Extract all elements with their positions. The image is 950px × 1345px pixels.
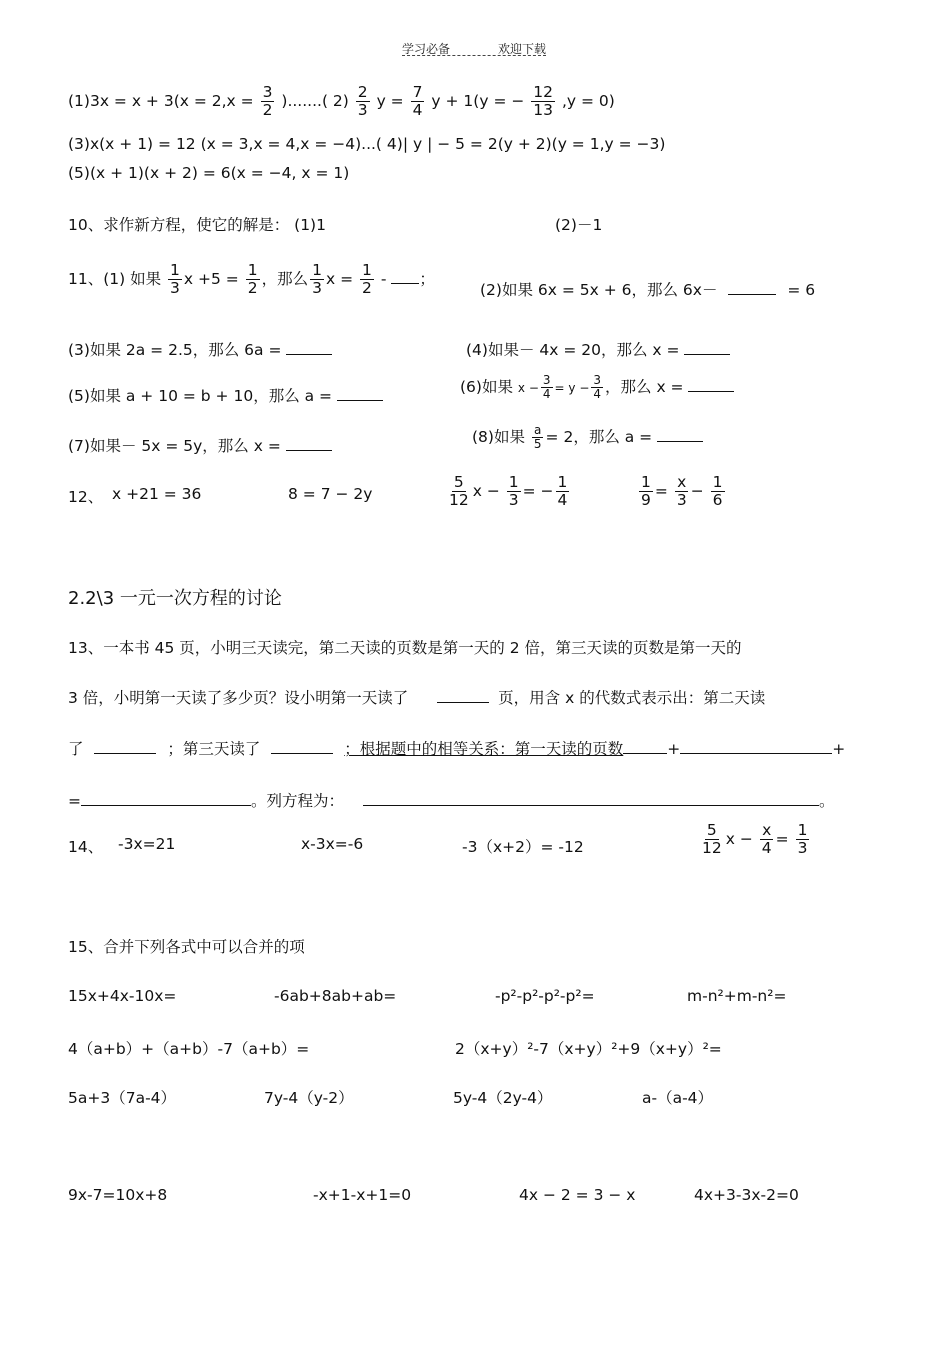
header-rule xyxy=(402,55,546,56)
q14-label: 14、 xyxy=(68,838,104,856)
fraction: $\frac{1}{3}$ xyxy=(312,261,322,298)
answer-blank xyxy=(94,739,156,754)
answer-blank xyxy=(363,791,819,806)
answer-blank xyxy=(728,280,776,295)
q12-eq-4: $\frac{1}{9}$ = $\frac{x}{3}$ − $\frac{1}{6}$ xyxy=(641,473,723,510)
q15-equation: 4x − 2 = 3 − x xyxy=(519,1186,636,1204)
q15-equation: 4x+3-3x-2=0 xyxy=(694,1186,799,1204)
q15-expr: 5a+3（7a-4） xyxy=(68,1089,177,1107)
q15-expr: 5y-4（2y-4） xyxy=(453,1089,553,1107)
q15-title: 15、合并下列各式中可以合并的项 xyxy=(68,938,305,956)
header-right: 欢迎下载 xyxy=(498,42,547,56)
q9-line-3: (5)(x + 1)(x + 2) = 6(x = −4, x = 1) xyxy=(68,164,350,182)
q15-equation: -x+1-x+1=0 xyxy=(313,1186,412,1204)
q15-expr: m-n²+m-n²= xyxy=(687,987,787,1005)
header-left: 学习必备 xyxy=(402,42,451,56)
q14-eq-1: -3x=21 xyxy=(118,835,176,853)
q13-line-3: 了 ；第三天读了 ；根据题中的相等关系：第一天读的页数 + + xyxy=(68,740,846,758)
q13-line-4: = 。列方程为： 。 xyxy=(68,792,835,810)
fraction: $\frac{12}{13}$ xyxy=(533,83,554,120)
q15-expr: a-（a-4） xyxy=(642,1089,714,1107)
fraction: $\frac{7}{4}$ xyxy=(412,83,423,120)
q14-eq-3: -3（x+2）= -12 xyxy=(462,838,584,856)
q11-part6: (6)如果 x − $\frac{3}{4}$ = y − $\frac{3}{4}$ ，那么 x = xyxy=(460,374,734,401)
q15-expr: 4（a+b）+（a+b）-7（a+b）= xyxy=(68,1040,310,1058)
q15-expr: 2（x+y）²-7（x+y）²+9（x+y）²= xyxy=(455,1040,722,1058)
q13-line-2: 3 倍，小明第一天读了多少页？设小明第一天读了 页，用含 x 的代数式表示出：第二天读 xyxy=(68,689,766,707)
q12-label: 12、 xyxy=(68,488,104,506)
q12-eq-3: $\frac{5}{12}$ x − $\frac{1}{3}$ = − $\frac{1}{4}$ xyxy=(449,473,568,510)
fraction: $\frac{3}{2}$ xyxy=(262,83,273,120)
fraction: $\frac{a}{5}$ xyxy=(533,423,542,452)
q15-expr: -p²-p²-p²-p²= xyxy=(495,987,595,1005)
fraction: $\frac{3}{4}$ xyxy=(542,373,551,402)
q11-part4: (4)如果－ 4x = 20，那么 x = xyxy=(466,338,730,360)
fraction: $\frac{1}{3}$ xyxy=(170,261,180,298)
q15-expr: 15x+4x-10x= xyxy=(68,987,177,1005)
q11-part5: (5)如果 a + 10 = b + 10，那么 a = xyxy=(68,384,383,406)
answer-blank xyxy=(271,739,333,754)
q11-part2: (2)如果 6x = 5x + 6，那么 6x－ = 6 xyxy=(480,281,816,299)
answer-blank xyxy=(81,791,251,806)
q14-eq-4: $\frac{5}{12}$ x − $\frac{x}{4}$ = $\frac{1}{3}$ xyxy=(702,821,808,858)
fraction: $\frac{2}{3}$ xyxy=(357,83,368,120)
section-title: 2.2\3 一元一次方程的讨论 xyxy=(68,588,282,609)
q10-part2: (2)－1 xyxy=(555,216,603,234)
fraction: $\frac{3}{4}$ xyxy=(593,373,602,402)
answer-blank xyxy=(286,436,332,451)
q13-line-1: 13、一本书 45 页，小明三天读完，第二天读的页数是第一天的 2 倍，第三天读的页数是第一天的 xyxy=(68,639,742,657)
answer-blank xyxy=(680,739,832,754)
q11-part1: 11、(1) 如果 $\frac{1}{3}$ x +5 = $\frac{1}{2}$ ，那么 $\frac{1}{3}$ x = $\frac{1}{2}$ - ； xyxy=(68,261,435,298)
q12-eq-1: x +21 = 36 xyxy=(112,485,202,503)
q11-part3: (3)如果 2a = 2.5，那么 6a = xyxy=(68,338,332,360)
answer-blank xyxy=(688,377,734,392)
answer-blank xyxy=(286,340,332,355)
answer-blank xyxy=(337,386,383,401)
q11-part8: (8)如果 $\frac{a}{5}$ = 2，那么 a = xyxy=(472,424,703,451)
answer-blank xyxy=(391,269,419,284)
answer-blank xyxy=(437,688,489,703)
q15-expr: 7y-4（y-2） xyxy=(264,1089,354,1107)
q15-expr: -6ab+8ab+ab= xyxy=(274,987,397,1005)
q12-eq-2: 8 = 7 − 2y xyxy=(288,485,373,503)
q10-text: 10、求作新方程，使它的解是： (1)1 xyxy=(68,216,326,234)
fraction: $\frac{1}{2}$ xyxy=(247,261,258,298)
q9-line-2: (3)x(x + 1) = 12 (x = 3,x = 4,x = −4)...( 4)| y | − 5 = 2(y + 2)(y = 1,y = −3) xyxy=(68,135,666,153)
fraction: $\frac{1}{2}$ xyxy=(362,261,372,298)
q14-eq-2: x-3x=-6 xyxy=(301,835,364,853)
answer-blank xyxy=(657,427,703,442)
q15-equation: 9x-7=10x+8 xyxy=(68,1186,168,1204)
answer-blank xyxy=(684,340,730,355)
q11-part7: (7)如果－ 5x = 5y，那么 x = xyxy=(68,434,332,456)
answer-blank xyxy=(623,739,667,754)
q9-line-1: (1)3x = x + 3(x = 2,x = $\frac{3}{2}$ ).......( 2) $\frac{2}{3}$ y = $\frac{7}{4}$ y + 1(y = − $\frac{12}{13}$ ,y = 0) xyxy=(68,83,615,120)
